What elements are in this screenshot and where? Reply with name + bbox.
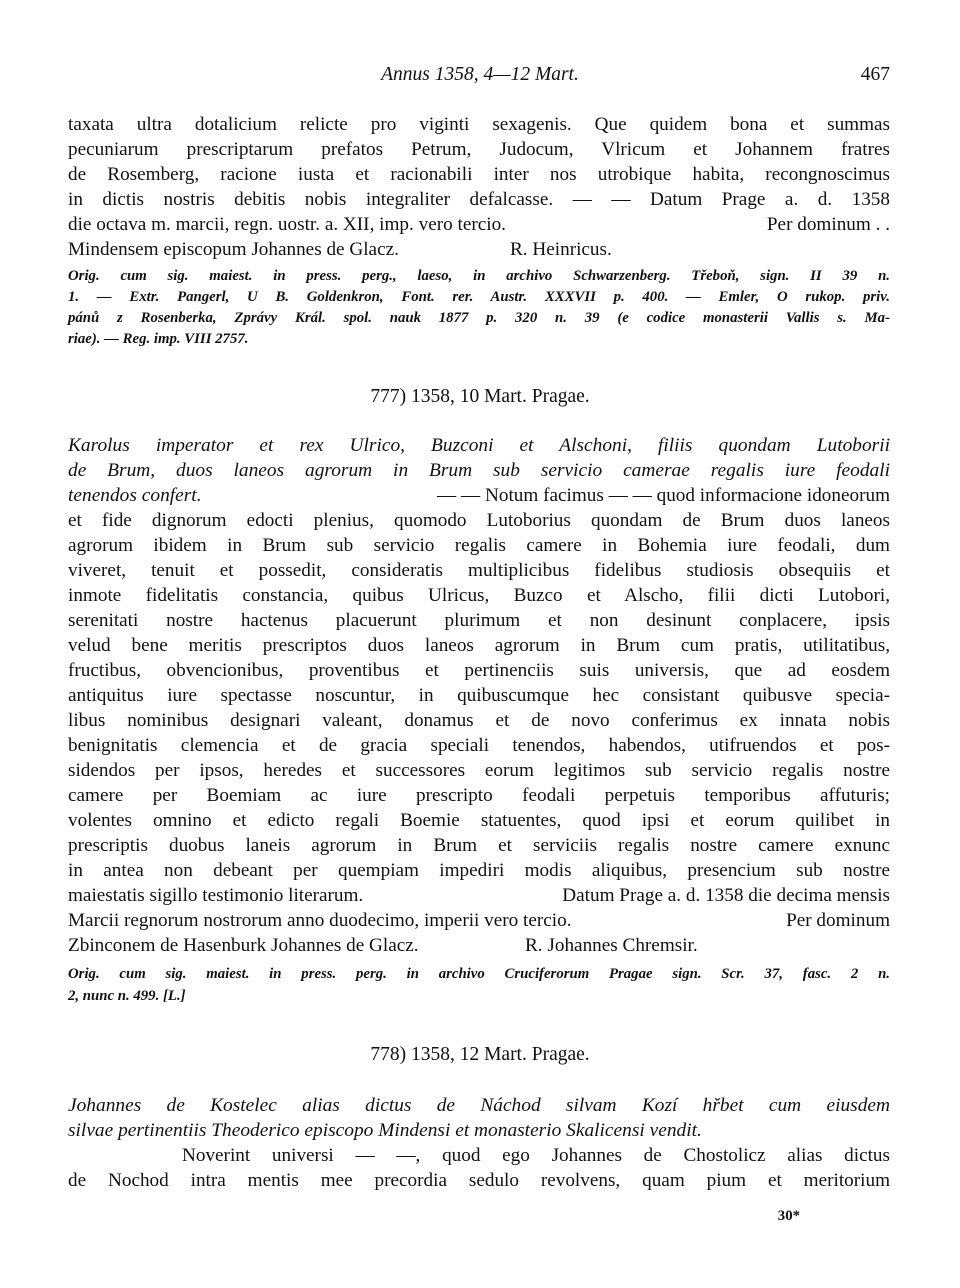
summary-line: Johannes de Kostelec alias dictus de Náchod silvam Kozí hřbet cum eiusdem	[68, 1095, 890, 1116]
sheet-signature-mark: 30*	[777, 1208, 800, 1224]
per-dominum: Per dominum	[786, 910, 890, 931]
datum-line2-left: Marcii regnorum nostrorum anno duodecimo, imperii vero tercio.	[68, 910, 572, 931]
text-line: benignitatis clemencia et de gracia speciali tenendos, habendos, utifruendos et pos-	[68, 735, 890, 756]
doc-777-heading: 777) 1358, 10 Mart. Pragae.	[370, 386, 590, 407]
text-line: camere per Boemiam ac iure prescripto feodali perpetuis temporibus affuturis;	[68, 785, 890, 806]
text-line: antiquitus iure spectasse noscuntur, in quibuscumque hec consistant quibusve specia-	[68, 685, 890, 706]
text-line: in antea non debeant per quempiam impediri modis aliquibus, presencium sub nostre	[68, 860, 890, 881]
doc-778-heading: 778) 1358, 12 Mart. Pragae.	[370, 1044, 590, 1065]
text-line: pecuniarum prescriptarum prefatos Petrum, Judocum, Vlricum et Johannem fratres	[68, 139, 890, 160]
summary-line: Karolus imperator et rex Ulrico, Buzconi et Alschoni, filiis quondam Lutoborii	[68, 435, 890, 456]
per-dominum: Per dominum . .	[766, 214, 890, 235]
note-line: 1. — Extr. Pangerl, U B. Goldenkron, Font. rer. Austr. XXXVII p. 400. — Emler, O rukop. priv.	[68, 289, 890, 305]
note-line: Orig. cum sig. maiest. in press. perg., laeso, in archivo Schwarzenberg. Třeboň, sign. II 39 n.	[68, 268, 890, 284]
text-line: sidendos per ipsos, heredes et successores eorum legitimos sub servicio regalis nostre	[68, 760, 890, 781]
text-line: agrorum ibidem in Brum sub servicio regalis camere in Bohemia iure feodali, dum	[68, 535, 890, 556]
summary-line: de Brum, duos laneos agrorum in Brum sub servicio camerae regalis iure feodali	[68, 460, 890, 481]
signature-left: Zbinconem de Hasenburk Johannes de Glacz.	[68, 935, 419, 956]
text-line: volentes omnino et edicto regali Boemie statuentes, quod ipsi et eorum quilibet in	[68, 810, 890, 831]
signature-right: R. Heinricus.	[510, 239, 612, 260]
text-first: — — Notum facimus — — quod informacione idoneorum	[437, 485, 890, 506]
text-line: viveret, tenuit et possedit, consideratis multiplicibus fidelibus studiosis obsequiis et	[68, 560, 890, 581]
datum-text: die octava m. marcii, regn. uostr. a. XII, imp. vero tercio.	[68, 214, 506, 235]
text-line: libus nominibus designari valeant, donamus et de novo conferimus ex innata nobis	[68, 710, 890, 731]
summary-line: silvae pertinentiis Theoderico episcopo Mindensi et monasterio Skalicensi vendit.	[68, 1120, 702, 1141]
text-line: fructibus, obvencionibus, proventibus et pertinenciis suis universis, que ad eosdem	[68, 660, 890, 681]
signature-right: R. Johannes Chremsir.	[525, 935, 698, 956]
summary-last: tenendos confert.	[68, 485, 202, 506]
datum-right: Datum Prage a. d. 1358 die decima mensis	[562, 885, 890, 906]
text-line: in dictis nostris debitis nobis integraliter defalcasse. — — Datum Prage a. d. 1358	[68, 189, 890, 210]
text-line: serenitati nostre hactenus placuerunt plurimum et non desinunt conplacere, ipsis	[68, 610, 890, 631]
text-line: de Rosemberg, racione iusta et racionabili inter nos utrobique habita, recongnoscimus	[68, 164, 890, 185]
text-line: prescriptis duobus laneis agrorum in Brum et serviciis regalis nostre camere exnunc	[68, 835, 890, 856]
signature-left: Mindensem episcopum Johannes de Glacz.	[68, 239, 399, 260]
text-line: Noverint universi — —, quod ego Johannes de Chostolicz alias dictus	[182, 1145, 890, 1166]
text-line: inmote fidelitatis constancia, quibus Ulricus, Buzco et Alscho, filii dicti Lutobori,	[68, 585, 890, 606]
note-line: 2, nunc n. 499. [L.]	[68, 988, 186, 1004]
note-line: Orig. cum sig. maiest. in press. perg. in archivo Cruciferorum Pragae sign. Scr. 37, fasc. 2 n.	[68, 966, 890, 982]
text-line: et fide dignorum edocti plenius, quomodo Lutoborius quondam de Brum duos laneos	[68, 510, 890, 531]
running-title: Annus 1358, 4—12 Mart.	[381, 64, 579, 85]
note-line: pánů z Rosenberka, Zprávy Král. spol. nauk 1877 p. 320 n. 39 (e codice monasterii Vallis s. Ma-	[68, 310, 890, 326]
note-line: riae). — Reg. imp. VIII 2757.	[68, 331, 249, 347]
text-line: de Nochod intra mentis mee precordia sedulo revolvens, quam pium et meritorium	[68, 1170, 890, 1191]
text-line: velud bene meritis prescriptos duos laneos agrorum in Brum cum pratis, utilitatibus,	[68, 635, 890, 656]
datum-left: maiestatis sigillo testimonio literarum.	[68, 885, 364, 906]
page-header	[0, 62, 960, 88]
text-line: taxata ultra dotalicium relicte pro viginti sexagenis. Que quidem bona et summas	[68, 114, 890, 135]
page-number: 467	[860, 64, 890, 85]
